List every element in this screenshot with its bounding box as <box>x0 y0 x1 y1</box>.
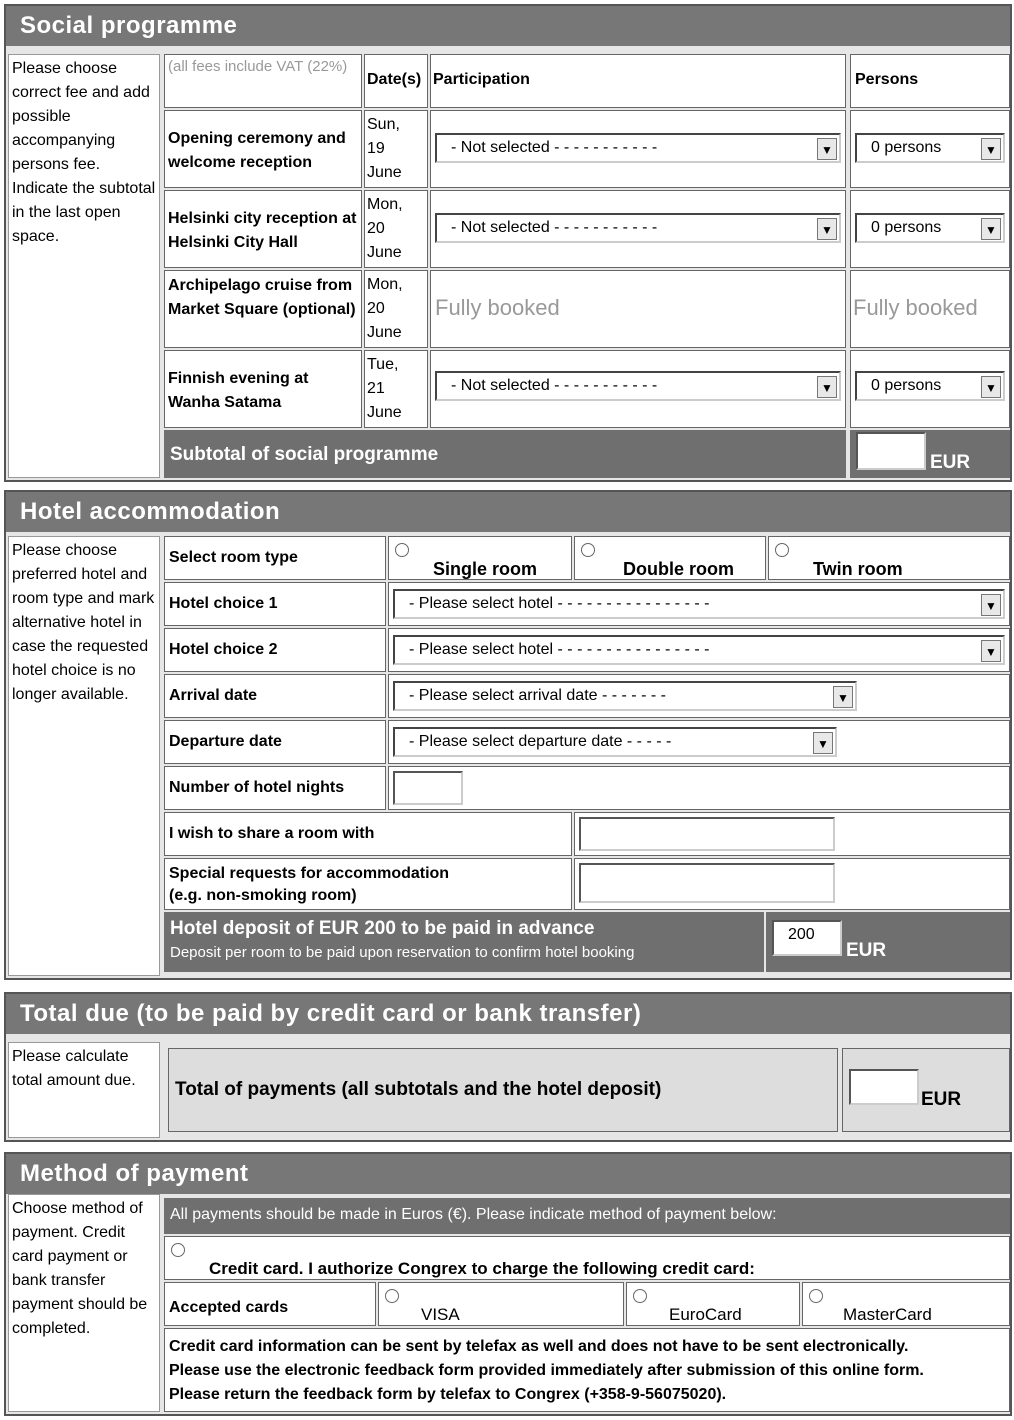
total-due-section <box>4 992 1012 1142</box>
payment-euro-note: All payments should be made in Euros (€). Please indicate method of payment below: <box>164 1198 1010 1234</box>
room-twin[interactable]: Twin room <box>768 536 1010 580</box>
hotel-side-instructions: Please choose preferred hotel and room type and mark alternative hotel in case the requested hotel choice is no longer available. <box>8 536 160 976</box>
participation-select[interactable]: - Not selected - - - - - - - - - - - ▼ <box>435 371 841 401</box>
col-participation-header: Participation <box>430 54 846 108</box>
room-single[interactable]: Single room <box>388 536 572 580</box>
event-name: Helsinki city reception at Helsinki City Hall <box>164 190 362 268</box>
departure-label: Departure date <box>164 720 386 764</box>
event-date: Tue, 21 June <box>364 350 428 428</box>
hotel-choice2-label: Hotel choice 2 <box>164 628 386 672</box>
departure-cell <box>388 720 1010 764</box>
credit-card-option[interactable]: Credit card. I authorize Congrex to charge the following credit card: <box>164 1236 1010 1280</box>
hotel-choice1-select[interactable]: - Please select hotel - - - - - - - - - - - - - - - - ▼ <box>393 589 1005 619</box>
social-side-instructions: Please choose correct fee and add possible accompanying persons fee. Indicate the subtotal in the last open space. <box>8 54 160 478</box>
total-payments-label: Total of payments (all subtotals and the hotel deposit) <box>168 1048 838 1132</box>
event-name: Opening ceremony and welcome reception <box>164 110 362 188</box>
payment-title: Method of payment <box>6 1154 1010 1194</box>
chevron-down-icon: ▼ <box>981 138 1001 160</box>
arrival-date-select[interactable]: - Please select arrival date - - - - - - - ▼ <box>393 681 857 711</box>
card-mastercard[interactable]: MasterCard <box>802 1282 1010 1326</box>
hotel-deposit-cell <box>766 912 1010 972</box>
persons-select[interactable]: 0 persons ▼ <box>855 213 1005 243</box>
chevron-down-icon: ▼ <box>981 376 1001 398</box>
nights-label: Number of hotel nights <box>164 766 386 810</box>
total-payments-input[interactable] <box>849 1069 919 1105</box>
chevron-down-icon: ▼ <box>813 732 833 754</box>
payment-side-instructions: Choose method of payment. Credit card payment or bank transfer payment should be completed. <box>8 1194 160 1412</box>
chevron-down-icon: ▼ <box>817 218 837 240</box>
event-participation-cell <box>430 190 846 268</box>
social-programme-title: Social programme <box>6 6 1010 46</box>
accepted-cards-label: Accepted cards <box>164 1282 376 1326</box>
radio-visa[interactable] <box>385 1289 399 1303</box>
hotel-title: Hotel accommodation <box>6 492 1010 532</box>
event-date: Mon, 20 June <box>364 270 428 348</box>
col-dates-header: Date(s) <box>364 54 428 108</box>
chevron-down-icon: ▼ <box>817 376 837 398</box>
total-payments-cell <box>842 1048 1010 1132</box>
nights-input[interactable] <box>393 771 463 805</box>
total-due-title: Total due (to be paid by credit card or bank transfer) <box>6 994 1010 1034</box>
chevron-down-icon: ▼ <box>981 594 1001 616</box>
radio-double-room[interactable] <box>581 543 595 557</box>
radio-single-room[interactable] <box>395 543 409 557</box>
radio-credit-card[interactable] <box>171 1243 185 1257</box>
credit-card-info: Credit card information can be sent by telefax as well and does not have to be sent electronically. Please use the electronic feedback form provided immediately after submission of this online form. Please return the feedback form by telefax to Congrex (+358-9-56075020). <box>164 1328 1010 1412</box>
special-requests-cell <box>574 858 1010 910</box>
event-persons-cell <box>850 110 1010 188</box>
currency-label: EUR <box>930 452 971 473</box>
card-visa[interactable]: VISA <box>378 1282 624 1326</box>
hotel-deposit-label: Hotel deposit of EUR 200 to be paid in advance Deposit per room to be paid upon reservation to confirm hotel booking <box>164 912 764 972</box>
col-persons-header: Persons <box>850 54 1010 108</box>
chevron-down-icon: ▼ <box>833 686 853 708</box>
persons-fully-booked: Fully booked <box>850 270 1010 348</box>
currency-label: EUR <box>846 940 887 961</box>
payment-section <box>4 1152 1012 1416</box>
card-eurocard[interactable]: EuroCard <box>626 1282 800 1326</box>
total-side-instructions: Please calculate total amount due. <box>8 1042 160 1138</box>
chevron-down-icon: ▼ <box>817 138 837 160</box>
participation-fully-booked: Fully booked <box>430 270 846 348</box>
event-date: Sun, 19 June <box>364 110 428 188</box>
room-type-label: Select room type <box>164 536 386 580</box>
arrival-cell <box>388 674 1010 718</box>
social-subtotal-cell <box>850 430 1010 478</box>
currency-label: EUR <box>921 1089 962 1110</box>
radio-mastercard[interactable] <box>809 1289 823 1303</box>
persons-select[interactable]: 0 persons ▼ <box>855 133 1005 163</box>
room-double[interactable]: Double room <box>574 536 766 580</box>
share-room-input[interactable] <box>579 817 835 851</box>
social-programme-section <box>4 4 1012 482</box>
hotel-choice2-cell <box>388 628 1010 672</box>
special-requests-label: Special requests for accommodation (e.g. non-smoking room) <box>164 858 572 910</box>
departure-date-select[interactable]: - Please select departure date - - - - - ▼ <box>393 727 837 757</box>
event-date: Mon, 20 June <box>364 190 428 268</box>
hotel-choice1-cell <box>388 582 1010 626</box>
event-participation-cell <box>430 110 846 188</box>
hotel-deposit-input[interactable]: 200 <box>772 920 842 956</box>
event-persons-cell <box>850 190 1010 268</box>
share-room-label: I wish to share a room with <box>164 812 572 856</box>
event-participation-cell <box>430 350 846 428</box>
nights-cell <box>388 766 1010 810</box>
arrival-label: Arrival date <box>164 674 386 718</box>
event-name: Finnish evening at Wanha Satama <box>164 350 362 428</box>
social-subtotal-input[interactable] <box>856 432 926 470</box>
special-requests-input[interactable] <box>579 863 835 903</box>
hotel-choice1-label: Hotel choice 1 <box>164 582 386 626</box>
hotel-choice2-select[interactable]: - Please select hotel - - - - - - - - - - - - - - - - ▼ <box>393 635 1005 665</box>
persons-select[interactable]: 0 persons ▼ <box>855 371 1005 401</box>
radio-twin-room[interactable] <box>775 543 789 557</box>
participation-select[interactable]: - Not selected - - - - - - - - - - - ▼ <box>435 133 841 163</box>
share-room-cell <box>574 812 1010 856</box>
vat-note: (all fees include VAT (22%) <box>164 54 362 108</box>
event-name: Archipelago cruise from Market Square (optional) <box>164 270 362 348</box>
radio-eurocard[interactable] <box>633 1289 647 1303</box>
chevron-down-icon: ▼ <box>981 218 1001 240</box>
chevron-down-icon: ▼ <box>981 640 1001 662</box>
event-persons-cell <box>850 350 1010 428</box>
hotel-section <box>4 490 1012 980</box>
social-subtotal-label: Subtotal of social programme <box>164 430 846 478</box>
participation-select[interactable]: - Not selected - - - - - - - - - - - ▼ <box>435 213 841 243</box>
